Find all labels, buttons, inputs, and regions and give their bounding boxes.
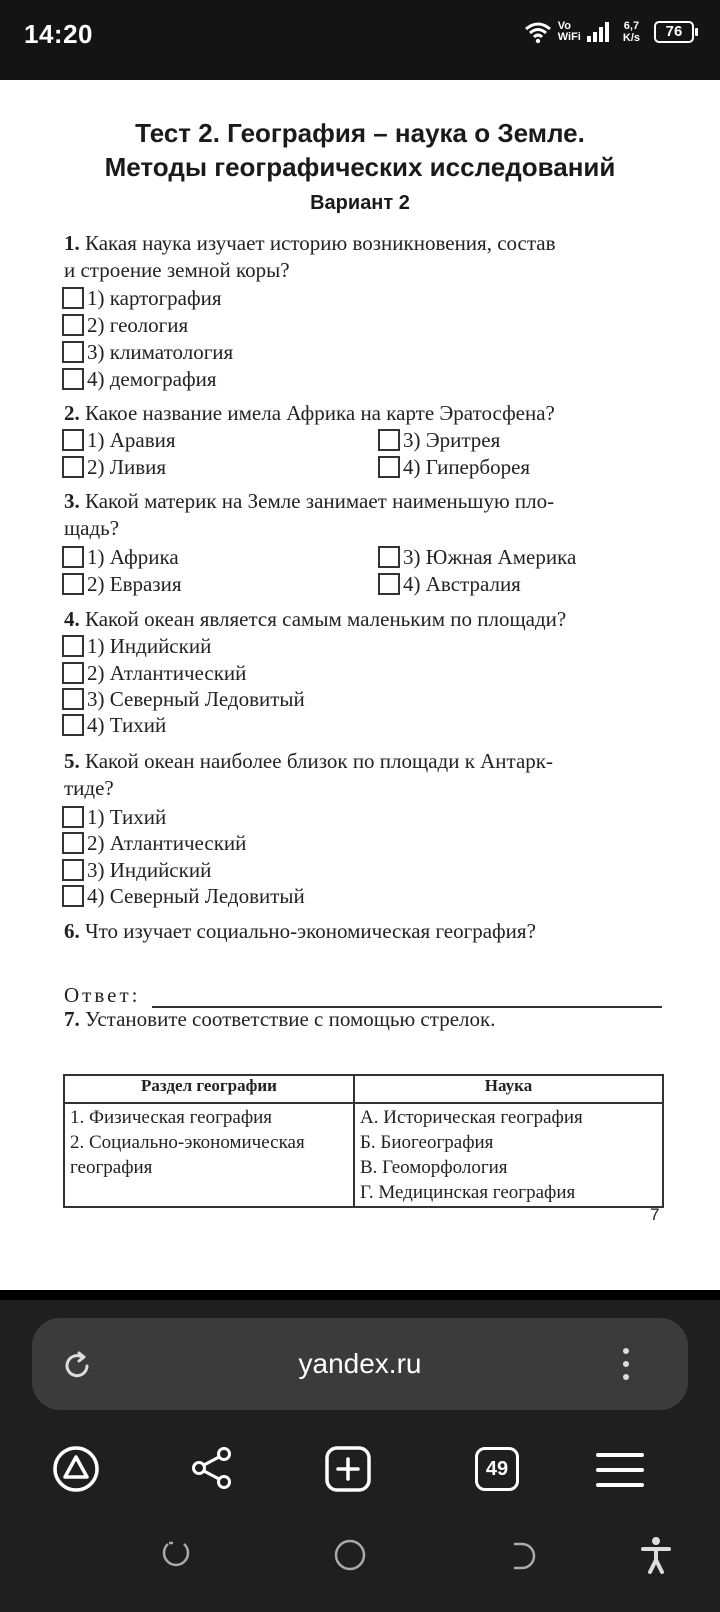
checkbox[interactable] [62, 573, 84, 595]
option-checkbox[interactable]: 1) Тихий [62, 804, 166, 830]
more-icon[interactable] [620, 1346, 632, 1382]
option-checkbox[interactable]: 4) Тихий [62, 712, 166, 738]
checkbox[interactable] [62, 688, 84, 710]
checkbox[interactable] [62, 456, 84, 478]
option-checkbox[interactable]: 1) Индийский [62, 633, 211, 659]
question-7: 7. Установите соответствие с помощью стрелок. [64, 1007, 496, 1031]
checkbox[interactable] [62, 806, 84, 828]
question-4: 4. Какой океан является самым маленьким по площади? [64, 607, 567, 631]
option-checkbox[interactable]: 3) Индийский [62, 857, 211, 883]
option-checkbox[interactable]: 1) картография [62, 285, 222, 311]
checkbox[interactable] [62, 885, 84, 907]
table-header: Наука [354, 1075, 663, 1103]
checkbox[interactable] [62, 714, 84, 736]
browser-toolbar [0, 1300, 720, 1612]
checkbox[interactable] [62, 662, 84, 684]
back-icon[interactable] [508, 1540, 540, 1572]
table-header: Раздел географии [64, 1075, 354, 1103]
wifi-icon [524, 20, 552, 44]
checkbox[interactable] [62, 287, 84, 309]
checkbox[interactable] [62, 368, 84, 390]
document-page [0, 80, 720, 1290]
option-checkbox[interactable]: 1) Аравия [62, 427, 176, 453]
option-checkbox[interactable]: 2) Атлантический [62, 660, 246, 686]
checkbox[interactable] [62, 635, 84, 657]
checkbox[interactable] [62, 314, 84, 336]
option-checkbox[interactable]: 2) Евразия [62, 571, 182, 597]
menu-icon[interactable] [596, 1452, 644, 1488]
checkbox[interactable] [62, 429, 84, 451]
option-checkbox[interactable]: 4) Австралия [378, 571, 521, 597]
alice-icon[interactable] [52, 1445, 100, 1493]
tabs-icon[interactable]: 49 [475, 1447, 519, 1491]
question-1: 1. Какая наука изучает историю возникновения, состав и строение земной коры? [64, 231, 556, 282]
checkbox[interactable] [62, 859, 84, 881]
battery-icon: 76 [654, 21, 694, 43]
signal-icon [587, 22, 609, 42]
question-2: 2. Какое название имела Африка на карте Эратосфена? [64, 401, 555, 425]
share-icon[interactable] [190, 1446, 234, 1490]
question-5: 5. Какой океан наиболее близок по площади к Антарк- тиде? [64, 749, 553, 800]
page-title: Тест 2. География – наука о Земле. [135, 118, 585, 148]
page-number: 7 [650, 1205, 660, 1224]
question-3: 3. Какой материк на Земле занимает наименьшую пло- щадь? [64, 489, 555, 540]
checkbox[interactable] [378, 573, 400, 595]
option-checkbox[interactable]: 4) демография [62, 366, 216, 392]
option-checkbox[interactable]: 3) Южная Америка [378, 544, 576, 570]
table-cell-right: А. Историческая география Б. Биогеография В. Геоморфология Г. Медицинская география [354, 1103, 663, 1207]
option-checkbox[interactable]: 3) Эритрея [378, 427, 500, 453]
option-checkbox[interactable]: 2) Атлантический [62, 830, 246, 856]
url-text[interactable]: yandex.ru [298, 1348, 422, 1379]
matching-table [63, 1074, 664, 1208]
checkbox[interactable] [62, 832, 84, 854]
network-speed: 6,7 K/s [622, 20, 640, 44]
status-bar [0, 0, 720, 80]
option-checkbox[interactable]: 4) Гиперборея [378, 454, 530, 480]
checkbox[interactable] [62, 341, 84, 363]
home-icon[interactable] [333, 1538, 367, 1572]
checkbox[interactable] [62, 546, 84, 568]
option-checkbox[interactable]: 1) Африка [62, 544, 179, 570]
page-subtitle: Методы географических исследований [104, 152, 616, 182]
question-6: 6. Что изучает социально-экономическая география? [64, 919, 536, 943]
status-time: 14:20 [24, 19, 93, 49]
checkbox[interactable] [378, 456, 400, 478]
vowifi-label: Vo WiFi [557, 20, 581, 43]
option-checkbox[interactable]: 3) Северный Ледовитый [62, 686, 305, 712]
address-bar[interactable] [32, 1318, 688, 1410]
table-cell-left: 1. Физическая география 2. Социально-экономическая география [64, 1103, 354, 1207]
recents-icon[interactable] [160, 1540, 192, 1572]
checkbox[interactable] [378, 429, 400, 451]
option-checkbox[interactable]: 2) Ливия [62, 454, 166, 480]
variant-label: Вариант 2 [310, 192, 410, 214]
answer-label: Ответ: [64, 983, 141, 1007]
checkbox[interactable] [378, 546, 400, 568]
option-checkbox[interactable]: 2) геология [62, 312, 188, 338]
accessibility-icon[interactable] [641, 1536, 671, 1574]
option-checkbox[interactable]: 3) климатология [62, 339, 233, 365]
new-tab-icon[interactable] [325, 1446, 371, 1492]
status-icons [524, 20, 694, 44]
option-checkbox[interactable]: 4) Северный Ледовитый [62, 883, 305, 909]
